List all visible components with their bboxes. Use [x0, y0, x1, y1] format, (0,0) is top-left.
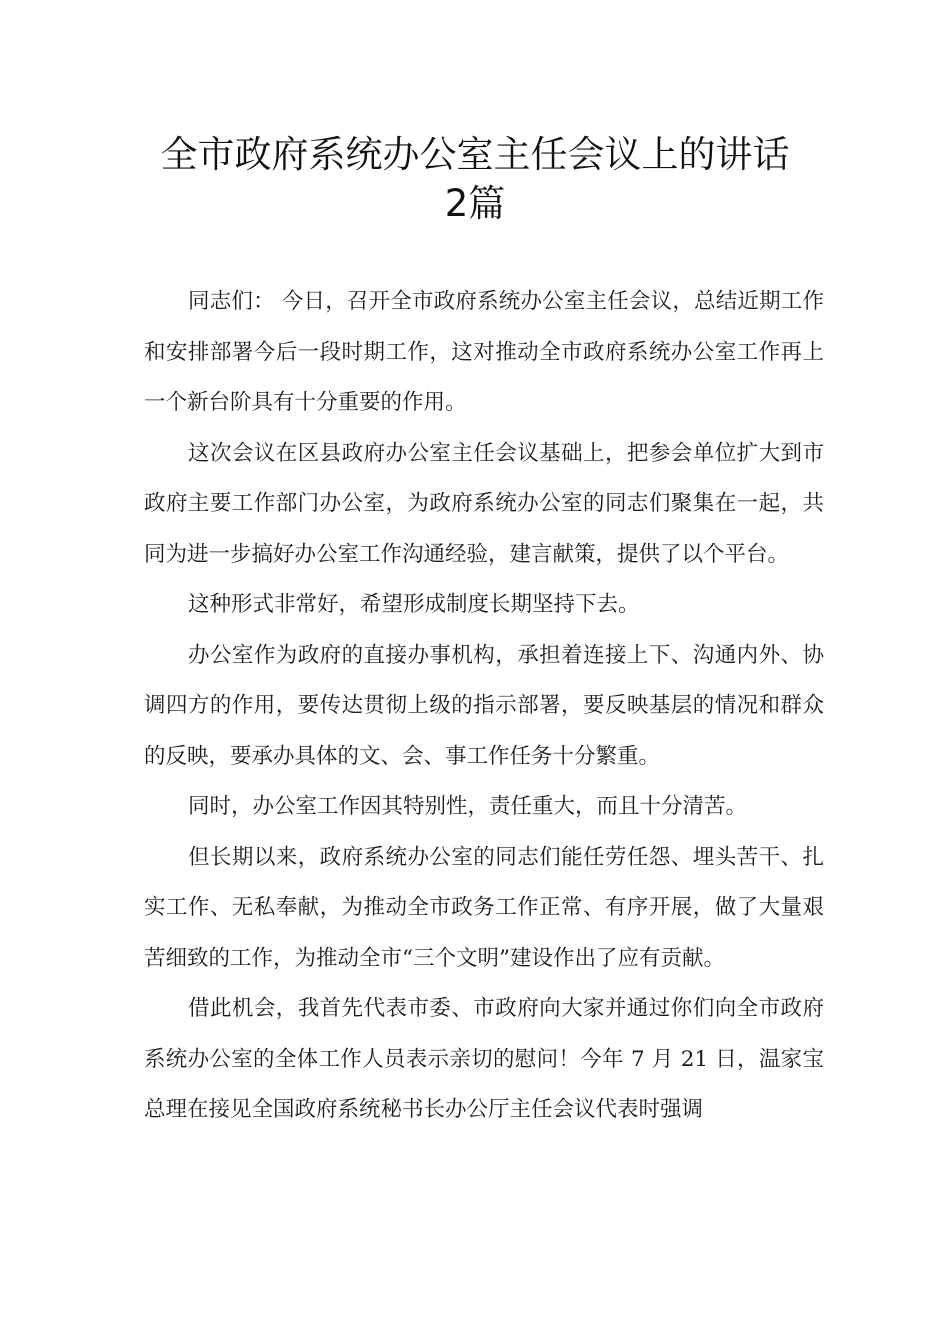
document-title-line-1: 全市政府系统办公室主任会议上的讲话: [160, 133, 790, 176]
paragraph-1: 同志们： 今日，召开全市政府系统办公室主任会议，总结近期工作和安排部署今后一段时期工作，这对推动全市政府系统办公室工作再上一个新台阶具有十分重要的作用。: [144, 289, 824, 415]
paragraph-3: 这种形式非常好，希望形成制度长期坚持下去。: [188, 592, 640, 617]
paragraph-5: 同时，办公室工作因其特别性，责任重大，而且十分清苦。: [188, 794, 748, 819]
paragraph-4: 办公室作为政府的直接办事机构，承担着连接上下、沟通内外、协调四方的作用，要传达贯彻上级的指示部署，要反映基层的情况和群众的反映，要承办具体的文、会、事工作任务十分繁重。: [144, 642, 824, 769]
paragraph-6: 但长期以来，政府系统办公室的同志们能任劳任怨、埋头苦干、扎实工作、无私奉献，为推动全市政务工作正常、有序开展，做了大量艰苦细致的工作，为推动全市“三个文明”建设作出了应有贡献。: [144, 844, 824, 971]
paragraph-2: 这次会议在区县政府办公室主任会议基础上，把参会单位扩大到市政府主要工作部门办公室，为政府系统办公室的同志们聚集在一起，共同为进一步搞好办公室工作沟通经验，建言献策，提供了以个平台。: [144, 440, 824, 567]
document-body: [144, 277, 824, 1136]
paragraph-7: 借此机会，我首先代表市委、市政府向大家并通过你们向全市政府系统办公室的全体工作人员表示亲切的慰问！今年 7 月 21 日，温家宝总理在接见全国政府系统秘书长办公厅主任会议代表时强调: [144, 996, 824, 1122]
document-title-line-2: 2篇: [444, 182, 506, 225]
